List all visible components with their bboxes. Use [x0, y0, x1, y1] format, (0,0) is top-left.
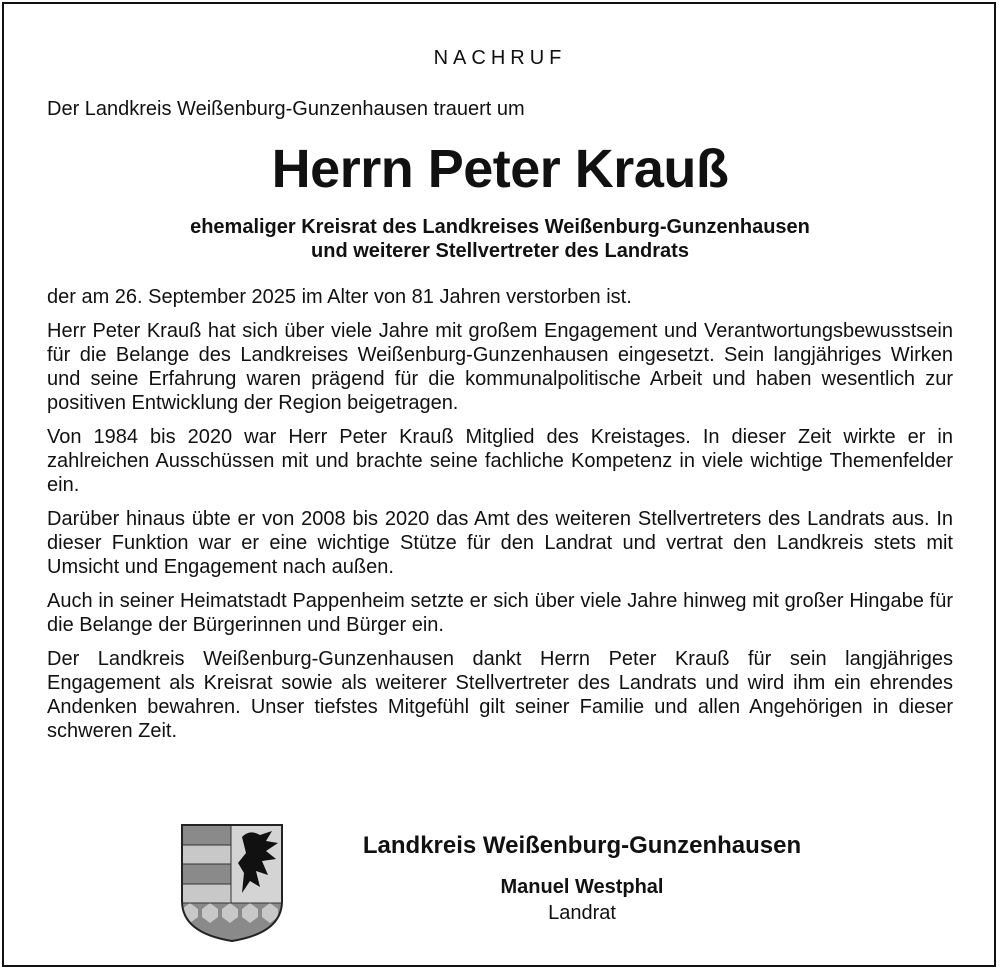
heading: NACHRUF [433, 47, 567, 69]
signer-role: Landrat [548, 902, 616, 924]
paragraph: Herr Peter Krauß hat sich über viele Jahre mit großem Engagement und Verantwortungsbewusstsein für die Belange des Landkreises Weißenburg-Gunzenhausen eingesetzt. Sein langjähriges Wirken und seine Erfahrung waren prägend für die kommunalpolitische Arbeit und haben wesentlich zur positiven Entwicklung der Region beigetragen. [47, 320, 953, 414]
paragraph: Der Landkreis Weißenburg-Gunzenhausen dankt Herrn Peter Krauß für sein langjähriges Engagement als Kreisrat sowie als weiterer Stellvertreter des Landrats und wird ihm ein ehrendes Andenken bewahren. Unser tiefstes Mitgefühl gilt seiner Familie und allen Angehörigen in dieser schweren Zeit. [47, 648, 953, 742]
paragraph: Auch in seiner Heimatstadt Pappenheim setzte er sich über viele Jahre hinweg mit großer Hingabe für die Belange der Bürgerinnen und Bürger ein. [47, 590, 953, 636]
paragraph: Darüber hinaus übte er von 2008 bis 2020 das Amt des weiteren Stellvertreters des Landrats aus. In dieser Funktion war er eine wichtige Stütze für den Landrat und vertrat den Landkreis stets mit Umsicht und Engagement nach außen. [47, 508, 953, 578]
obituary-body [47, 285, 953, 753]
intro-line: Der Landkreis Weißenburg-Gunzenhausen trauert um [47, 98, 525, 120]
paragraph: Von 1984 bis 2020 war Herr Peter Krauß Mitglied des Kreistages. In dieser Zeit wirkte er in zahlreichen Ausschüssen mit und brachte seine fachliche Kompetenz in viele wichtige Themenfelder ein. [47, 426, 953, 496]
subtitle-line: und weiterer Stellvertreter des Landrats [311, 240, 689, 262]
coat-of-arms-icon [180, 823, 284, 943]
organization-name: Landkreis Weißenburg-Gunzenhausen [362, 832, 802, 859]
deceased-name: Herrn Peter Krauß [271, 139, 729, 199]
paragraph: der am 26. September 2025 im Alter von 81 Jahren verstorben ist. [47, 286, 632, 308]
signer-name: Manuel Westphal [500, 876, 664, 898]
subtitle [0, 215, 1000, 263]
subtitle-line: ehemaliger Kreisrat des Landkreises Weißenburg-Gunzenhausen [190, 216, 810, 238]
